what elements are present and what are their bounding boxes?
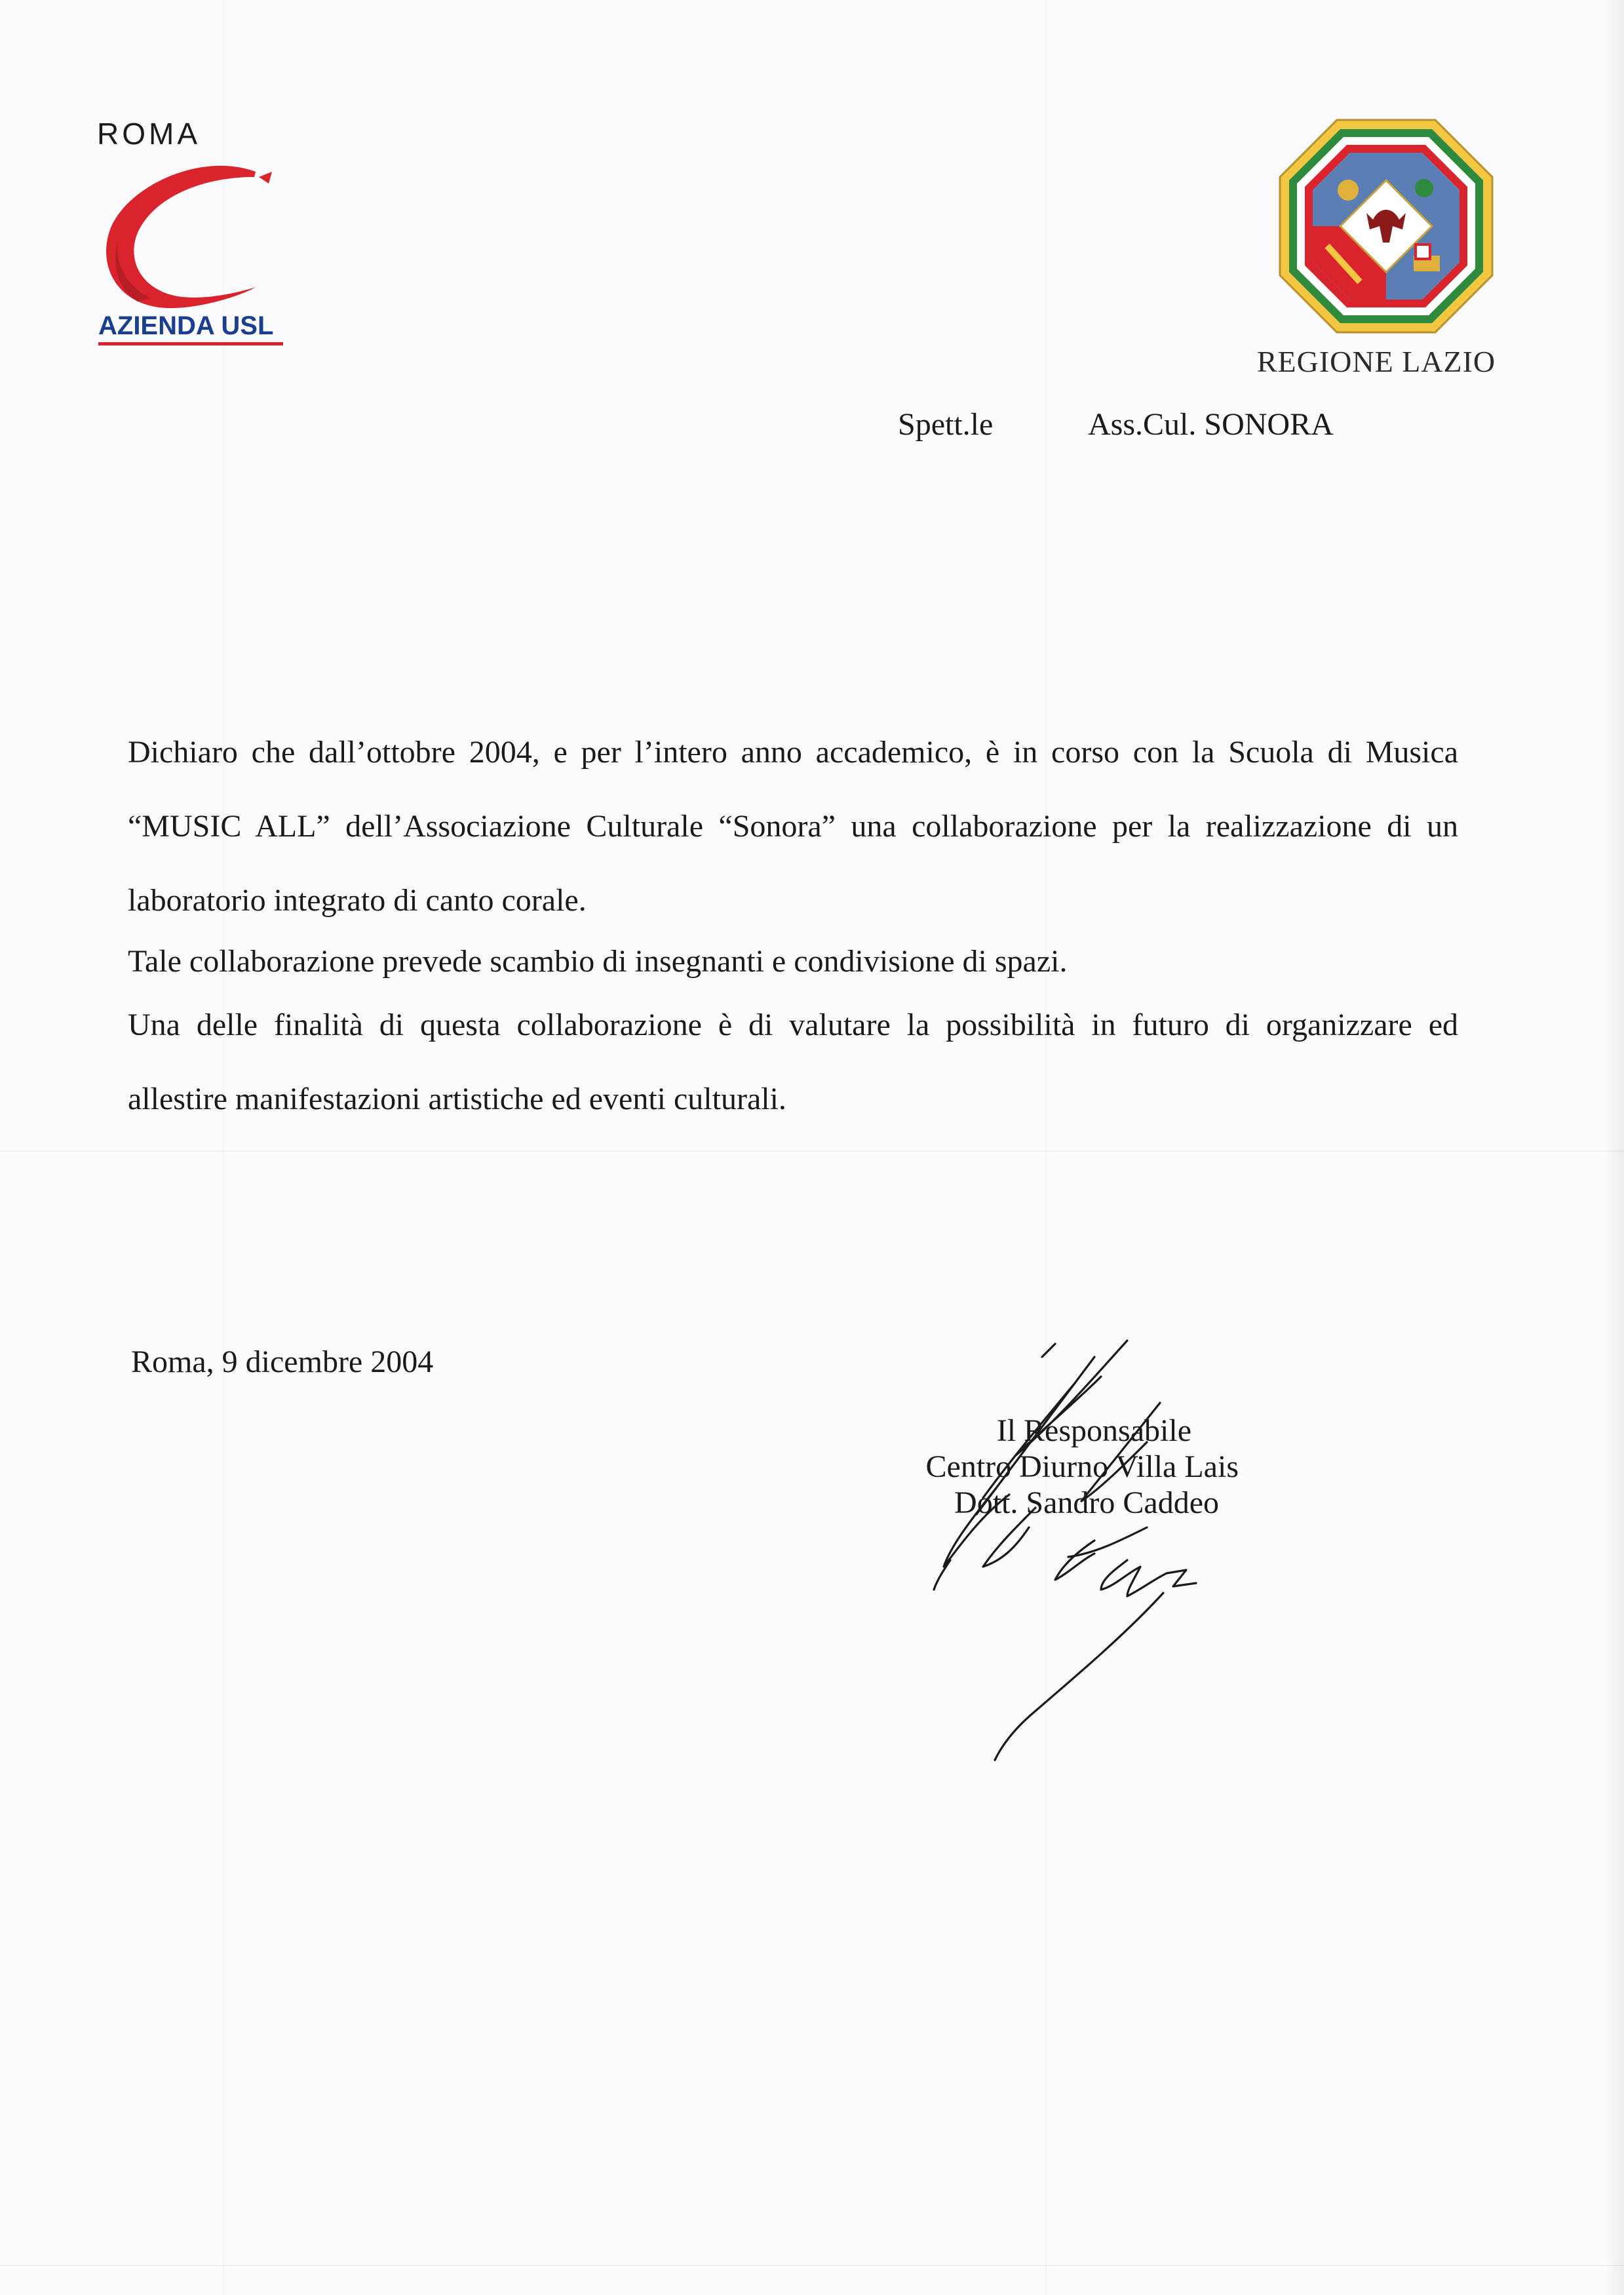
body-line: Dichiaro che dall’ottobre 2004, e per l’intero anno accademico, è in corso con la Scuola di Musica bbox=[128, 735, 1458, 770]
body-line: Tale collaborazione prevede scambio di insegnanti e condivisione di spazi. bbox=[128, 944, 1068, 979]
handwritten-signature bbox=[819, 1331, 1226, 1803]
body-line: laboratorio integrato di canto corale. bbox=[128, 883, 587, 918]
body-line: Una delle finalità di questa collaborazione è di valutare la possibilità in futuro di organizzare ed bbox=[128, 1008, 1458, 1042]
letter-body bbox=[128, 734, 1458, 1117]
regione-lazio-caption: REGIONE LAZIO bbox=[1256, 345, 1496, 378]
logo-c-tip bbox=[259, 172, 272, 184]
asl-roma-c-logo bbox=[92, 111, 301, 354]
addressee-recipient: Ass.Cul. SONORA bbox=[1088, 407, 1334, 442]
signatory-name: Dott. Sandro Caddeo bbox=[954, 1485, 1219, 1521]
paper-fold-horizontal bbox=[0, 1150, 1624, 1152]
logo-city-text: ROMA bbox=[97, 117, 201, 151]
paper-fold-bottom bbox=[0, 2265, 1624, 2266]
paper-fold-vertical bbox=[1045, 0, 1047, 2295]
logo-organization-text: AZIENDA USL bbox=[98, 311, 274, 340]
addressee bbox=[898, 406, 1334, 442]
place-date: Roma, 9 dicembre 2004 bbox=[131, 1344, 434, 1379]
signatory-office: Centro Diurno Villa Lais bbox=[925, 1449, 1239, 1485]
body-line: allestire manifestazioni artistiche ed eventi culturali. bbox=[128, 1082, 786, 1116]
logo-underline bbox=[98, 342, 283, 345]
signatory-role: Il Responsabile bbox=[996, 1413, 1191, 1448]
signature-block bbox=[813, 1413, 1239, 1521]
regione-lazio-emblem bbox=[1275, 115, 1498, 338]
addressee-salutation: Spett.le bbox=[898, 407, 994, 442]
body-line: “MUSIC ALL” dell’Associazione Culturale “Sonora” una collaborazione per la realizzazione di un bbox=[128, 809, 1458, 844]
paper-edge-shadow bbox=[1604, 0, 1624, 2295]
